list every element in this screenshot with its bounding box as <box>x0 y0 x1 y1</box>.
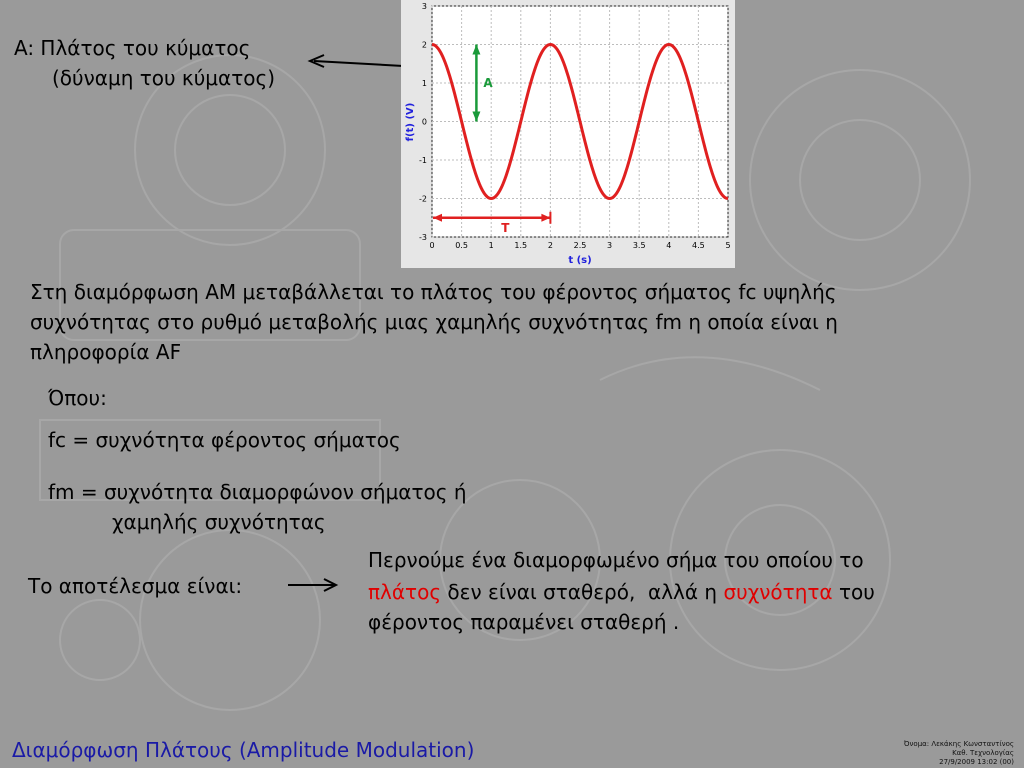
highlight-frequency: συχνότητα <box>723 580 833 604</box>
fm-definition-line2: χαμηλής συχνότητας <box>112 510 326 534</box>
x-axis-label: t (s) <box>568 255 592 266</box>
y-tick-label: 0 <box>421 117 427 127</box>
result-line2-mid: δεν είναι σταθερό, αλλά η <box>441 580 724 604</box>
where-label: Όπου: <box>48 386 107 410</box>
x-tick-label: 1 <box>488 241 494 250</box>
highlight-amplitude: πλάτος <box>368 580 442 604</box>
result-line2-end: του <box>832 580 875 604</box>
x-tick-label: 2 <box>547 241 553 250</box>
slide-title: Διαμόρφωση Πλάτους (Amplitude Modulation) <box>12 738 475 762</box>
y-axis-label: f(t) (V) <box>405 102 416 142</box>
amplitude-caption-line1: A: Πλάτος του κύματος <box>14 36 251 60</box>
footer-author: Όνομα: Λεκάκης Κωνσταντίνος <box>903 740 1014 748</box>
y-tick-label: 2 <box>421 40 427 50</box>
result-line3: φέροντος παραμένει σταθερή . <box>368 610 680 634</box>
x-tick-label: 2.5 <box>573 241 587 250</box>
y-tick-label: -3 <box>419 233 427 242</box>
x-tick-label: 4 <box>666 241 672 250</box>
y-tick-label: 3 <box>421 2 427 11</box>
amplitude-caption-line2: (δύναμη του κύματος) <box>52 66 276 90</box>
annotation-label-t: T <box>501 220 510 235</box>
x-tick-label: 5 <box>725 241 731 250</box>
y-tick-label: 1 <box>421 79 427 88</box>
x-tick-label: 0.5 <box>455 241 468 250</box>
amplitude-chart <box>401 0 735 268</box>
fc-definition: fc = συχνότητα φέροντος σήματος <box>48 428 401 452</box>
annotation-label-a: A <box>483 76 493 90</box>
x-tick-label: 1.5 <box>514 241 528 250</box>
footer-date: 27/9/2009 13:02 (00) <box>939 758 1014 766</box>
result-label: Το αποτέλεσμα είναι: <box>28 574 243 598</box>
result-arrow <box>286 576 340 596</box>
x-tick-label: 0 <box>429 241 435 250</box>
footer-info <box>904 740 1014 767</box>
y-tick-label: -2 <box>419 194 427 204</box>
footer-role: Καθ. Τεχνολογίας <box>952 749 1014 757</box>
result-line1: Περνούμε ένα διαμορφωμένο σήμα του οποίου το <box>368 548 864 572</box>
x-tick-label: 3.5 <box>632 241 646 250</box>
intro-line3: πληροφορία AF <box>30 340 182 364</box>
intro-line2: συχνότητας στο ρυθμό μεταβολής μιας χαμηλής συχνότητας fm η οποία είναι η <box>30 310 838 334</box>
intro-line1: Στη διαμόρφωση ΑΜ μεταβάλλεται το πλάτος του φέροντος σήματος fc υψηλής <box>30 280 837 304</box>
fm-definition-line1: fm = συχνότητα διαμορφώνον σήματος ή <box>48 480 467 504</box>
x-tick-label: 3 <box>607 241 613 250</box>
x-tick-label: 4.5 <box>692 241 705 250</box>
result-line2 <box>368 578 875 606</box>
y-tick-label: -1 <box>419 156 427 165</box>
